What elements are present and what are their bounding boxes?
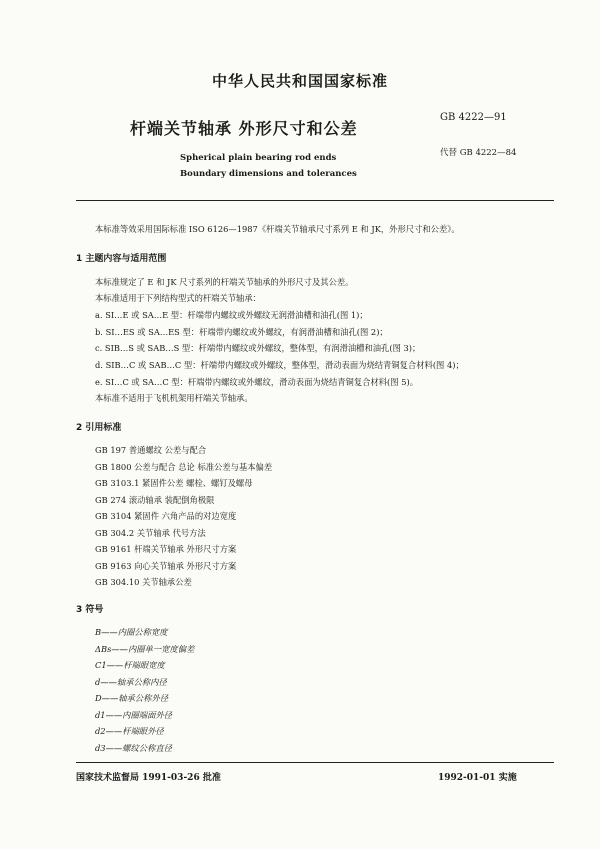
list-item: a. SI…E 或 SA…E 型：杆端带内螺纹或外螺纹无润滑油槽和油孔(图 1)； [95, 310, 368, 320]
reference-item: GB 304.10 关节轴承公差 [95, 577, 192, 587]
intro-paragraph: 本标准等效采用国际标准 ISO 6126—1987《杆端关节轴承尺寸系列 E 和 JK，外形尺寸和公差》。 [95, 224, 460, 234]
symbol-item: d1——内圈端面外径 [95, 710, 172, 720]
reference-item: GB 1800 公差与配合 总论 标准公差与基本偏差 [95, 462, 273, 472]
reference-item: GB 304.2 关节轴承 代号方法 [95, 528, 206, 538]
reference-item: GB 3103.1 紧固件公差 螺栓、螺钉及螺母 [95, 478, 253, 488]
reference-item: GB 3104 紧固件 六角产品的对边宽度 [95, 511, 237, 521]
reference-item: GB 9163 向心关节轴承 外形尺寸方案 [95, 561, 237, 571]
national-standard-heading: 中华人民共和国国家标准 [211, 72, 388, 90]
section-1-paragraph-2: 本标准适用于下列结构型式的杆端关节轴承： [95, 293, 261, 303]
symbol-item: C1——杆端眼宽度 [95, 660, 165, 670]
symbol-item: B——内圈公称宽度 [95, 627, 168, 637]
approval-line: 国家技术监督局 1991-03-26 批准 [76, 773, 221, 783]
reference-item: GB 9161 杆端关节轴承 外形尺寸方案 [95, 544, 237, 554]
implementation-date: 1992-01-01 实施 [438, 773, 517, 783]
section-3-heading: 3 符号 [76, 605, 104, 615]
list-item: e. SI…C 或 SA…C 型：杆端带内螺纹或外螺纹，滑动表面为烧结青铜复合材料(图 5)。 [95, 377, 419, 387]
document-title-en-line2: Boundary dimensions and tolerances [180, 169, 357, 179]
document-title-en-line1: Spherical plain bearing rod ends [180, 153, 337, 163]
list-item: c. SIB…S 或 SAB…S 型：杆端带内螺纹或外螺纹，整体型，有润滑油槽和油孔(图 3)； [95, 343, 421, 353]
standard-number: GB 4222—91 [440, 112, 507, 123]
symbol-item: ΔBs——内圈单一宽度偏差 [95, 644, 195, 654]
section-1-paragraph-1: 本标准规定了 E 和 JK 尺寸系列的杆端关节轴承的外形尺寸及其公差。 [95, 277, 354, 287]
list-item: b. SI…ES 或 SA…ES 型：杆端带内螺纹或外螺纹，有润滑油槽和油孔(图 2)； [95, 327, 388, 337]
document-title-cn: 杆端关节轴承 外形尺寸和公差 [130, 119, 358, 138]
section-1-heading: 1 主题内容与适用范围 [76, 254, 167, 264]
replaces-standard: 代替 GB 4222—84 [440, 148, 517, 158]
bottom-divider [76, 762, 554, 763]
section-2-heading: 2 引用标准 [76, 423, 122, 433]
top-divider [76, 200, 554, 201]
symbol-item: d3——螺纹公称直径 [95, 743, 172, 753]
symbol-item: D——轴承公称外径 [95, 693, 169, 703]
symbol-item: d——轴承公称内径 [95, 677, 167, 687]
reference-item: GB 197 普通螺纹 公差与配合 [95, 445, 207, 455]
reference-item: GB 274 滚动轴承 装配倒角极限 [95, 495, 215, 505]
symbol-item: d2——杆端眼外径 [95, 726, 164, 736]
section-1-paragraph-3: 本标准不适用于飞机机架用杆端关节轴承。 [95, 393, 253, 403]
list-item: d. SIB…C 或 SAB…C 型：杆端带内螺纹或外螺纹，整体型，滑动表面为烧结青铜复合材料(图 4)； [95, 360, 464, 370]
